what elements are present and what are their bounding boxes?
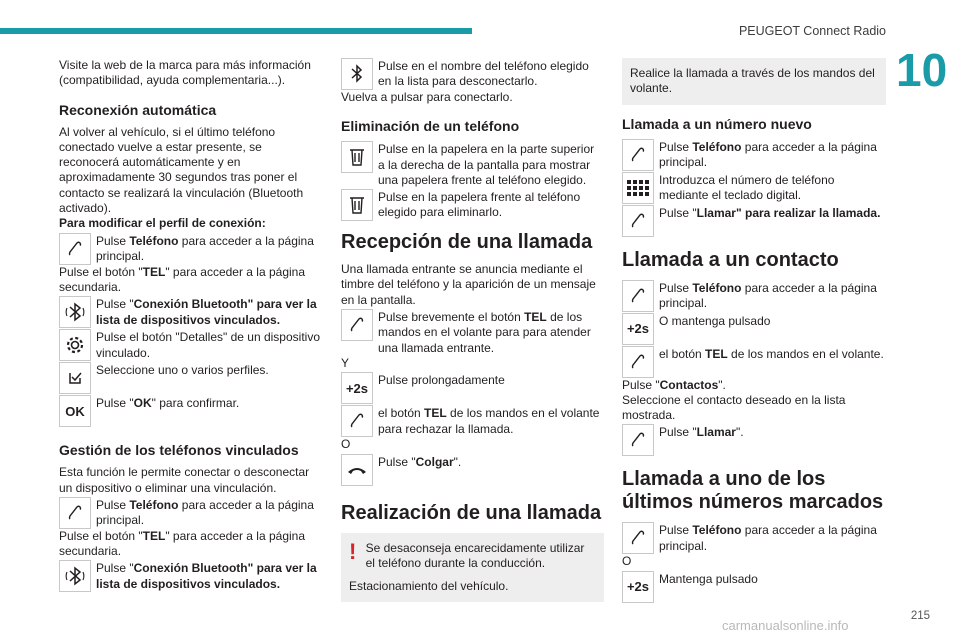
step-trash-phone: Pulse en la papelera frente al teléfono elegido para eliminarlo. <box>341 189 604 221</box>
step-phone-recent: Pulse Teléfono para acceder a la página principal. <box>622 522 886 554</box>
long-press-icon: +2s <box>341 372 373 404</box>
long-press-icon: +2s <box>622 313 654 345</box>
select-contact-text: Seleccione el contacto deseado en la lista mostrada. <box>622 392 846 423</box>
step-disconnect: Pulse en el nombre del teléfono elegido en la lista para desconectarlo. <box>341 58 604 90</box>
receive-text: Una llamada entrante se anuncia mediante el timbre del teléfono y la aparición de un mensaje en la pantalla. <box>341 262 596 307</box>
step-tel-contact: el botón TEL de los mandos en el volante. <box>622 346 886 378</box>
step-reject: el botón TEL de los mandos en el volante para rechazar la llamada. <box>341 405 604 437</box>
page-number: 215 <box>910 610 930 622</box>
checkbox-icon <box>59 362 91 394</box>
phone-icon <box>622 139 654 171</box>
hang-up-icon <box>341 454 373 486</box>
note-box: Realice la llamada a través de los mandos del volante. <box>622 58 886 105</box>
and-label: Y <box>341 355 350 370</box>
phone-icon <box>622 346 654 378</box>
step-phone: Pulse Teléfono para acceder a la página principal. <box>59 233 322 265</box>
step-long-press-recent: +2s Mantenga pulsado <box>622 571 886 603</box>
modify-profile-label: Para modificar el perfil de conexión: <box>59 216 266 231</box>
phone-icon <box>622 280 654 312</box>
warning-box: ! Se desaconseja encarecidamente utilizar el teléfono durante la conducción. <box>341 533 604 580</box>
intro-text: Visite la web de la marca para más información (compatibilidad, ayuda complementaria...). <box>59 58 311 88</box>
column-1 <box>59 58 322 592</box>
step-keypad: Introduzca el número de teléfono mediante el teclado digital. <box>622 172 886 204</box>
heading-recent-numbers: Llamada a uno de los últimos números marcados <box>622 468 884 514</box>
step-answer: Pulse brevemente el botón TEL de los mandos en el volante para para atender una llamada entrante. <box>341 309 604 356</box>
step-phone-contact: Pulse Teléfono para acceder a la página principal. <box>622 280 886 312</box>
step-bluetooth: Pulse "Conexión Bluetooth" para ver la lista de dispositivos vinculados. <box>59 296 322 328</box>
step-profiles: Seleccione uno o varios perfiles. <box>59 362 322 394</box>
step-details: Pulse el botón "Detalles" de un dispositivo vinculado. <box>59 329 322 361</box>
heading-receive-call: Recepción de una llamada <box>341 231 593 254</box>
warning-continued: Estacionamiento del vehículo. <box>341 579 604 602</box>
trash-icon <box>341 189 373 221</box>
auto-reconnect-text: Al volver al vehículo, si el último teléfono conectado vuelve a estar presente, se reconocerá automáticamente y en aproximadamente 30 segundos tras poner el contacto se realizará la vinculación (Bluetooth activado). <box>59 124 304 216</box>
column-3 <box>622 58 886 603</box>
column-2 <box>341 58 604 602</box>
bluetooth-icon <box>59 296 91 328</box>
long-press-icon: +2s <box>622 571 654 603</box>
heading-delete-phone: Eliminación de un teléfono <box>341 118 520 135</box>
reconnect-text: Vuelva a pulsar para conectarlo. <box>341 90 513 104</box>
phone-icon <box>622 424 654 456</box>
step-phone-new: Pulse Teléfono para acceder a la página principal. <box>622 139 886 171</box>
heading-call-contact: Llamada a un contacto <box>622 248 839 271</box>
warning-icon: ! <box>349 538 357 564</box>
running-header: PEUGEOT Connect Radio <box>738 24 886 38</box>
heading-new-number: Llamada a un número nuevo <box>622 115 812 132</box>
phone-icon <box>622 522 654 554</box>
step-phone-2: Pulse Teléfono para acceder a la página principal. <box>59 497 322 529</box>
or-label: O <box>341 437 351 452</box>
step-bluetooth-2: Pulse "Conexión Bluetooth" para ver la lista de dispositivos vinculados. <box>59 560 322 592</box>
phone-icon <box>59 497 91 529</box>
phone-icon <box>341 309 373 341</box>
chapter-number: 10 <box>896 44 948 96</box>
heading-auto-reconnect: Reconexión automática <box>59 101 217 118</box>
step-ok: OK Pulse "OK" para confirmar. <box>59 395 322 427</box>
heading-make-call: Realización de una llamada <box>341 501 602 524</box>
watermark: carmanualsonline.info <box>722 618 849 633</box>
trash-icon <box>341 141 373 173</box>
bluetooth-small-icon <box>341 58 373 90</box>
bluetooth-icon <box>59 560 91 592</box>
step-trash-top: Pulse en la papelera en la parte superior a la derecha de la pantalla para mostrar una papelera frente al teléfono elegido. <box>341 141 604 188</box>
phone-icon <box>622 205 654 237</box>
tel-text-2: Pulse el botón "TEL" para acceder a la página secundaria. <box>59 528 306 559</box>
phone-icon <box>59 233 91 265</box>
tel-text-1: Pulse el botón "TEL" para acceder a la página secundaria. <box>59 264 306 294</box>
step-long-press: +2s Pulse prolongadamente <box>341 372 604 404</box>
contacts-text: Pulse "Contactos". <box>622 377 726 392</box>
step-call-contact: Pulse "Llamar". <box>622 424 886 456</box>
gear-icon <box>59 329 91 361</box>
keypad-icon <box>622 172 654 204</box>
header-accent-bar <box>0 28 472 34</box>
step-call-new: Pulse "Llamar" para realizar la llamada. <box>622 205 886 237</box>
ok-icon: OK <box>59 395 91 427</box>
manage-text: Esta función le permite conectar o desconectar un dispositivo o eliminar una vinculación. <box>59 465 310 495</box>
heading-manage-phones: Gestión de los teléfonos vinculados <box>59 442 299 459</box>
or-label-recent: O <box>622 554 632 569</box>
step-hang-up: Pulse "Colgar". <box>341 454 604 486</box>
step-long-press-contact: +2s O mantenga pulsado <box>622 313 886 345</box>
phone-icon <box>341 405 373 437</box>
